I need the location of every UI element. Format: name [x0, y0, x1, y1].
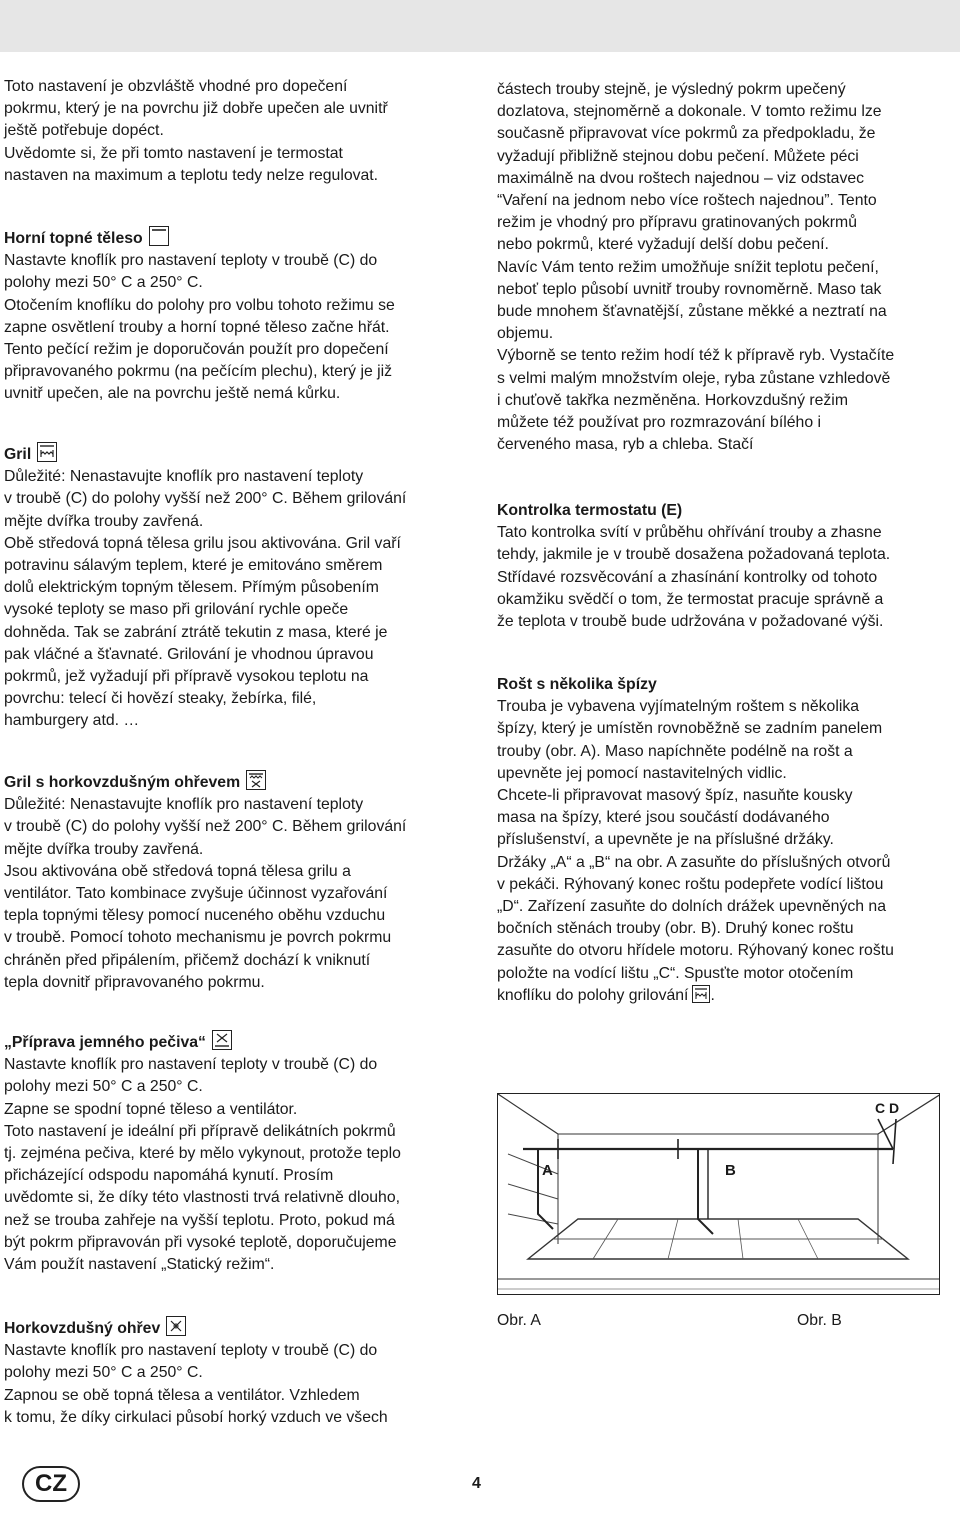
intro-line: pokrmu, který je na povrchu již dobře upečen ale uvnitř: [4, 100, 388, 118]
section-heading: [4, 442, 474, 466]
text-line: bočních stěnách trouby (obr. B). Druhý konec roštu: [497, 920, 854, 938]
text-line: Důležité: Nenastavujte knoflík pro nastavení teploty: [4, 796, 364, 814]
text-line: přicházející odspodu napomáhá kynutí. Prosím: [4, 1167, 334, 1185]
fan-icon: [166, 1316, 186, 1336]
grill-fan-icon: [246, 770, 266, 790]
text-line: maximálně na dvou roštech najednou – viz odstavec: [497, 169, 865, 187]
text-line: příslušenství, a upevněte je na příslušné držáky.: [497, 831, 834, 849]
text-fragment: knoflíku do polohy grilování: [497, 986, 689, 1004]
text-line: Zapnou se obě topná tělesa a ventilátor. Vzhledem: [4, 1386, 360, 1404]
text-line: současně připravovat více pokrmů za předpokladu, že: [497, 125, 876, 143]
country-badge: CZ: [22, 1466, 80, 1502]
text-line: režim je vhodný pro přípravu gratinovaných pokrmů: [497, 214, 857, 232]
text-line: že teplota v troubě bude udržována v požadované výši.: [497, 613, 884, 631]
figure-label-a: A: [542, 1162, 553, 1179]
text-line: mějte dvířka trouby zavřená.: [4, 512, 204, 530]
intro-line: ještě potřebuje dopéct.: [4, 122, 164, 140]
text-line: polohy mezi 50° C a 250° C.: [4, 1364, 203, 1382]
text-line: připravovaného pokrmu (na pečícím plechu), který je již: [4, 363, 393, 381]
text-line: povrchu: telecí či hovězí steaky, žebírka, filé,: [4, 690, 317, 708]
intro-line: Toto nastavení je obzvláště vhodné pro dopečení: [4, 78, 348, 95]
text-line: Střídavé rozsvěcování a zhasínání kontrolky od tohoto: [497, 568, 878, 586]
text-line: než se trouba zahřeje na vyšší teplotu. Proto, pokud má: [4, 1211, 395, 1229]
section-heading: [4, 1316, 474, 1340]
text-line: v pekáči. Rýhovaný konec roštu podepřete vodící lištou: [497, 875, 884, 893]
figure-label-b: B: [725, 1162, 736, 1179]
figure-a: [497, 1093, 940, 1295]
section-pecivo: [4, 1030, 474, 1276]
text-line: okamžiku svědčí o tom, že termostat pracuje správně a: [497, 590, 884, 608]
caption-figure-a: Obr. A: [497, 1312, 541, 1329]
text-line: Tato kontrolka svítí v průběhu ohřívání trouby a zhasne: [497, 524, 882, 542]
text-line: dozlatova, stejnoměrně a dokonale. V tomto režimu lze: [497, 103, 882, 121]
intro-line: nastaven na maximum a teplotu tedy nelze regulovat.: [4, 166, 379, 184]
section-kontrolka: [497, 500, 957, 633]
text-line: Důležité: Nenastavujte knoflík pro nastavení teploty: [4, 468, 364, 486]
top-bar: [0, 0, 960, 52]
text-line: mějte dvířka trouby zavřená.: [4, 840, 204, 858]
text-line: Držáky „A“ a „B“ na obr. A zasuňte do příslušných otvorů: [497, 853, 891, 871]
section-horkovzdus: [4, 1316, 474, 1429]
text-line: hamburgery atd. …: [4, 712, 140, 730]
text-line: chráněn před připálením, přičemž dochází k vniknutí: [4, 951, 371, 969]
heading-text: Horní topné těleso: [4, 230, 143, 247]
text-line: s velmi malým množstvím oleje, ryba zůstane vzhledově: [497, 369, 891, 387]
text-line: dohněda. Tak se zabrání ztrátě tekutin z masa, které je: [4, 623, 388, 641]
heading-text: Horkovzdušný ohřev: [4, 1320, 161, 1337]
text-line: Výborně se tento režim hodí též k přípravě ryb. Vystačíte: [497, 347, 895, 365]
text-line: částech trouby stejně, je výsledný pokrm upečený: [497, 81, 846, 98]
left-column: [4, 76, 474, 187]
text-line: tepla topnými tělesy pomocí nuceného oběhu vzduchu: [4, 907, 386, 925]
text-line: Trouba je vybavena vyjímatelným roštem s několika: [497, 698, 860, 716]
text-line: Tento pečící režim je doporučován použít pro dopečení: [4, 341, 389, 359]
text-line: Zapne se spodní topné těleso a ventilátor.: [4, 1100, 298, 1118]
text-line: tehdy, jakmile je v troubě dosažena požadovaná teplota.: [497, 546, 891, 564]
intro-line: Uvědomte si, že při tomto nastavení je termostat: [4, 144, 343, 162]
page-number: 4: [472, 1475, 481, 1492]
text-line: tj. zejména pečiva, které by mělo vykynout, protože teplo: [4, 1145, 401, 1163]
text-line: špízy, který je umístěn rovnoběžně se zadním panelem: [497, 720, 883, 738]
text-line: pak vláčné a šťavnaté. Grilování je vhodnou úpravou: [4, 645, 374, 663]
text-line: Nastavte knoflík pro nastavení teploty v troubě (C) do: [4, 1342, 378, 1360]
text-line: bude mnohem šťavnatější, zůstane měkké a neztratí na: [497, 303, 887, 321]
text-line: červeného masa, ryb a chleba. Stačí: [497, 436, 754, 454]
text-line: můžete též používat pro rozmrazování bílého i: [497, 414, 821, 432]
text-line: Nastavte knoflík pro nastavení teploty v troubě (C) do: [4, 252, 378, 270]
grill-icon: [692, 985, 710, 1003]
section-heading: [4, 1030, 474, 1054]
text-line: [497, 985, 957, 1007]
text-line: polohy mezi 50° C a 250° C.: [4, 1078, 203, 1096]
text-line: tepla dovnitř připravovaného pokrmu.: [4, 973, 265, 991]
section-gril: [4, 442, 474, 733]
text-line: ventilátor. Tato kombinace zvyšuje účinnost vyzařování: [4, 885, 388, 903]
text-line: k tomu, že díky cirkulaci působí horký vzduch ve všech: [4, 1408, 388, 1426]
text-line: trouby (obr. A). Maso napíchněte podélně na rošt a: [497, 742, 853, 760]
text-line: Otočením knoflíku do polohy pro volbu tohoto režimu se: [4, 296, 395, 314]
text-line: vysoké teploty se maso při grilování rychle opeče: [4, 601, 349, 619]
section-heading: [4, 770, 474, 794]
text-line: Toto nastavení je ideální při přípravě delikátních pokrmů: [4, 1122, 396, 1140]
text-line: neboť teplo působí uvnitř trouby rovnoměrně. Maso tak: [497, 280, 882, 298]
text-line: Chcete-li připravovat masový špíz, nasuňte kousky: [497, 787, 853, 805]
text-line: Obě středová topná tělesa grilu jsou aktivována. Gril vaří: [4, 534, 401, 552]
section-heading: [4, 226, 474, 250]
text-line: upevněte jej pomocí nastavitelných vidlic.: [497, 764, 787, 782]
text-line: položte na vodící lištu „C“. Spusťte motor otočením: [497, 964, 854, 982]
figure-illustration: [498, 1094, 940, 1295]
figure-label-cd: C D: [875, 1100, 900, 1116]
section-gril-horkovzdus: [4, 770, 474, 994]
bottom-fan-icon: [212, 1030, 232, 1050]
text-line: uvědomte si, že díky této vlastnosti trvá relativně dlouho,: [4, 1189, 401, 1207]
caption-figure-b: Obr. B: [797, 1312, 842, 1329]
section-rost: [497, 674, 957, 1007]
section-heading: Rošt s několika špízy: [497, 676, 657, 693]
text-line: uvnitř upečen, ale na povrchu ještě nemá kůrku.: [4, 385, 341, 403]
text-line: objemu.: [497, 325, 554, 343]
grill-icon: [37, 442, 57, 462]
text-line: dolů elektrickým topným tělesem. Přímým působením: [4, 579, 379, 597]
text-line: pokrmů, jež vyžadují při přípravě vysokou teplotu na: [4, 668, 369, 686]
text-line: v troubě. Pomocí tohoto mechanismu je povrch pokrmu: [4, 929, 392, 947]
text-line: “Vaření na jednom nebo více roštech najednou”. Tento: [497, 192, 877, 210]
text-line: polohy mezi 50° C a 250° C.: [4, 274, 203, 292]
text-line: v troubě (C) do polohy vyšší než 200° C. Během grilování: [4, 490, 407, 508]
text-line: nebo pokrmů, které vyžadují delší dobu pečení.: [497, 236, 829, 254]
text-line: v troubě (C) do polohy vyšší než 200° C. Během grilování: [4, 818, 407, 836]
text-line: zasuňte do otvoru hřídele motoru. Rýhovaný konec roštu: [497, 942, 894, 960]
text-line: masa na špízy, které jsou součástí dodávaného: [497, 809, 830, 827]
text-fragment: .: [710, 986, 715, 1004]
heading-text: Gril s horkovzdušným ohřevem: [4, 774, 241, 791]
heading-text: Gril: [4, 446, 32, 463]
text-line: zapne osvětlení trouby a horní topné těleso začne hřát.: [4, 318, 390, 336]
section-horni: [4, 226, 474, 406]
section-heading: Kontrolka termostatu (E): [497, 502, 683, 519]
text-line: Vám použít nastavení „Statický režim“.: [4, 1256, 275, 1274]
top-element-icon: [149, 226, 169, 246]
text-line: být pokrm připravován při vysoké teplotě, doporučujeme: [4, 1233, 397, 1251]
text-line: vyžadují přibližně stejnou dobu pečení. Můžete péci: [497, 147, 859, 165]
text-line: i chuťově takřka nezměněna. Horkovzdušný režim: [497, 391, 848, 409]
text-line: „D“. Zařízení zasuňte do dolních drážek upevněných na: [497, 898, 886, 916]
text-line: Navíc Vám tento režim umožňuje snížit teplotu pečení,: [497, 258, 879, 276]
heading-text: „Příprava jemného pečiva“: [4, 1034, 206, 1051]
text-line: Jsou aktivována obě středová topná tělesa grilu a: [4, 862, 351, 880]
right-column: [497, 79, 957, 456]
text-line: potravinu sálavým teplem, které je emitováno směrem: [4, 557, 383, 575]
text-line: Nastavte knoflík pro nastavení teploty v troubě (C) do: [4, 1056, 378, 1074]
